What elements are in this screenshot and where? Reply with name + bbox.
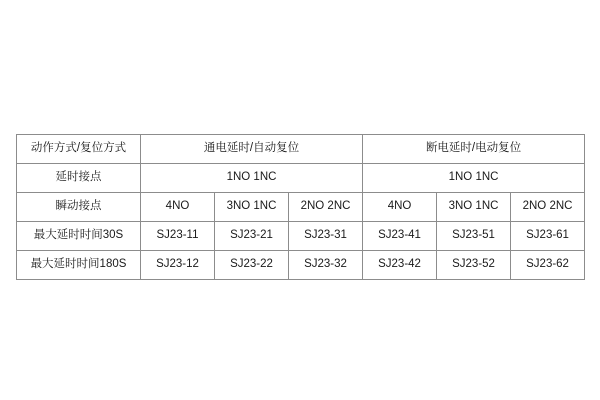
model-code-cell: SJ23-51 bbox=[437, 222, 511, 251]
table-cell: 3NO 1NC bbox=[437, 193, 511, 222]
row-header-cell: 最大延时时间180S bbox=[17, 251, 141, 280]
model-code-cell: SJ23-12 bbox=[141, 251, 215, 280]
table-cell: 1NO 1NC bbox=[363, 164, 585, 193]
table-cell: 2NO 2NC bbox=[511, 193, 585, 222]
model-code-cell: SJ23-62 bbox=[511, 251, 585, 280]
row-header-cell: 动作方式/复位方式 bbox=[17, 135, 141, 164]
row-header-cell: 瞬动接点 bbox=[17, 193, 141, 222]
table-cell: 断电延时/电动复位 bbox=[363, 135, 585, 164]
row-header-cell: 最大延时时间30S bbox=[17, 222, 141, 251]
row-delay-contact bbox=[17, 164, 585, 193]
model-code-cell: SJ23-41 bbox=[363, 222, 437, 251]
row-instant-contact bbox=[17, 193, 585, 222]
model-code-cell: SJ23-61 bbox=[511, 222, 585, 251]
model-code-cell: SJ23-52 bbox=[437, 251, 511, 280]
model-code-cell: SJ23-32 bbox=[289, 251, 363, 280]
model-code-cell: SJ23-42 bbox=[363, 251, 437, 280]
table-cell: 2NO 2NC bbox=[289, 193, 363, 222]
table-cell: 通电延时/自动复位 bbox=[141, 135, 363, 164]
table-body bbox=[17, 135, 585, 280]
model-code-cell: SJ23-21 bbox=[215, 222, 289, 251]
model-code-cell: SJ23-11 bbox=[141, 222, 215, 251]
row-max-delay-30s bbox=[17, 222, 585, 251]
table-cell: 4NO bbox=[363, 193, 437, 222]
table-cell: 4NO bbox=[141, 193, 215, 222]
row-header-cell: 延时接点 bbox=[17, 164, 141, 193]
table-cell: 3NO 1NC bbox=[215, 193, 289, 222]
table-cell: 1NO 1NC bbox=[141, 164, 363, 193]
row-action-reset-mode bbox=[17, 135, 585, 164]
model-code-cell: SJ23-22 bbox=[215, 251, 289, 280]
relay-model-spec-table bbox=[16, 134, 585, 280]
row-max-delay-180s bbox=[17, 251, 585, 280]
model-code-cell: SJ23-31 bbox=[289, 222, 363, 251]
